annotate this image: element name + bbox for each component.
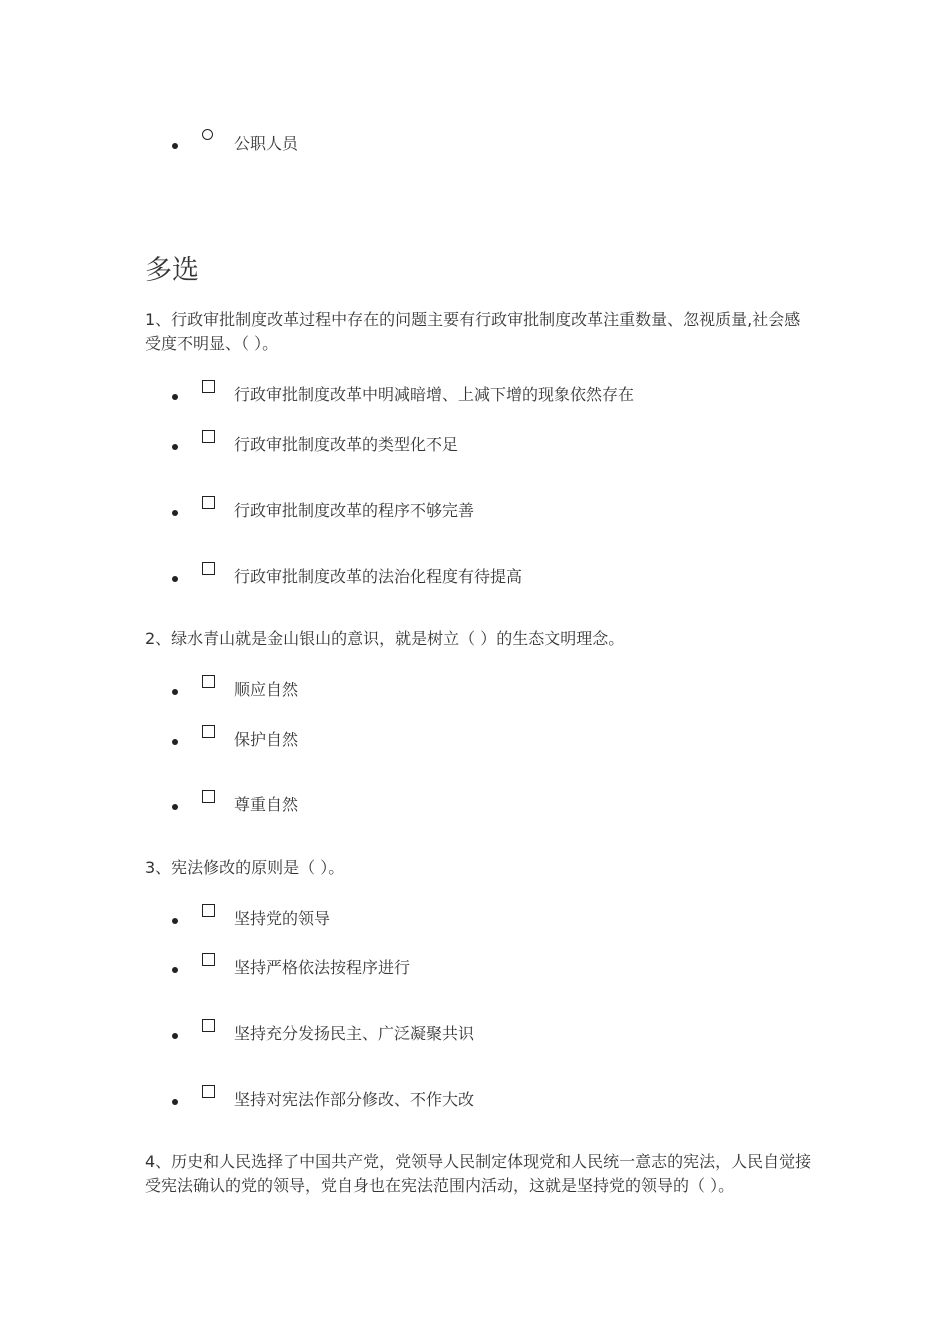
list-item[interactable] bbox=[0, 562, 950, 596]
bullet-icon bbox=[172, 967, 178, 973]
list-item[interactable] bbox=[0, 496, 950, 530]
list-item[interactable] bbox=[0, 904, 950, 938]
option-label: 顺应自然 bbox=[234, 680, 299, 699]
radio-button[interactable] bbox=[202, 129, 213, 140]
list-item[interactable] bbox=[0, 129, 950, 163]
bullet-icon bbox=[172, 804, 178, 810]
bullet-icon bbox=[172, 510, 178, 516]
question-text: 2、绿水青山就是金山银山的意识，就是树立（ ）的生态文明理念。 bbox=[145, 629, 625, 648]
question-text: 3、宪法修改的原则是（ ）。 bbox=[145, 858, 345, 877]
bullet-icon bbox=[172, 1033, 178, 1039]
list-item[interactable] bbox=[0, 790, 950, 824]
bullet-icon bbox=[172, 918, 178, 924]
option-label: 行政审批制度改革的法治化程度有待提高 bbox=[234, 567, 523, 586]
bullet-icon bbox=[172, 739, 178, 745]
checkbox[interactable] bbox=[202, 725, 215, 738]
checkbox[interactable] bbox=[202, 1019, 215, 1032]
option-label: 行政审批制度改革的程序不够完善 bbox=[234, 501, 475, 520]
checkbox[interactable] bbox=[202, 675, 215, 688]
checkbox[interactable] bbox=[202, 790, 215, 803]
checkbox[interactable] bbox=[202, 904, 215, 917]
checkbox[interactable] bbox=[202, 496, 215, 509]
option-label: 坚持党的领导 bbox=[234, 909, 331, 928]
list-item[interactable] bbox=[0, 725, 950, 759]
checkbox[interactable] bbox=[202, 380, 215, 393]
question-text: 1、行政审批制度改革过程中存在的问题主要有行政审批制度改革注重数量、忽视质量,社会感受度不明显、（ ）。 bbox=[145, 310, 801, 353]
option-label: 坚持充分发扬民主、广泛凝聚共识 bbox=[234, 1024, 475, 1043]
bullet-icon bbox=[172, 689, 178, 695]
list-item[interactable] bbox=[0, 953, 950, 987]
option-label: 坚持严格依法按程序进行 bbox=[234, 958, 411, 977]
list-item[interactable] bbox=[0, 430, 950, 464]
bullet-icon bbox=[172, 1099, 178, 1105]
bullet-icon bbox=[172, 576, 178, 582]
checkbox[interactable] bbox=[202, 562, 215, 575]
option-label: 坚持对宪法作部分修改、不作大改 bbox=[234, 1090, 475, 1109]
section-title: 多选 bbox=[145, 255, 199, 286]
checkbox[interactable] bbox=[202, 1085, 215, 1098]
option-label: 尊重自然 bbox=[234, 795, 299, 814]
bullet-icon bbox=[172, 394, 178, 400]
checkbox[interactable] bbox=[202, 953, 215, 966]
bullet-icon bbox=[172, 143, 178, 149]
question-text: 4、历史和人民选择了中国共产党，党领导人民制定体现党和人民统一意志的宪法，人民自觉接受宪法确认的党的领导，党自身也在宪法范围内活动，这就是坚持党的领导的（ ）。 bbox=[145, 1152, 812, 1195]
option-label: 保护自然 bbox=[234, 730, 299, 749]
bullet-icon bbox=[172, 444, 178, 450]
option-label: 公职人员 bbox=[234, 134, 299, 153]
checkbox[interactable] bbox=[202, 430, 215, 443]
list-item[interactable] bbox=[0, 1019, 950, 1053]
list-item[interactable] bbox=[0, 675, 950, 709]
option-label: 行政审批制度改革中明减暗增、上减下增的现象依然存在 bbox=[234, 385, 635, 404]
list-item[interactable] bbox=[0, 380, 950, 414]
list-item[interactable] bbox=[0, 1085, 950, 1119]
option-label: 行政审批制度改革的类型化不足 bbox=[234, 435, 459, 454]
